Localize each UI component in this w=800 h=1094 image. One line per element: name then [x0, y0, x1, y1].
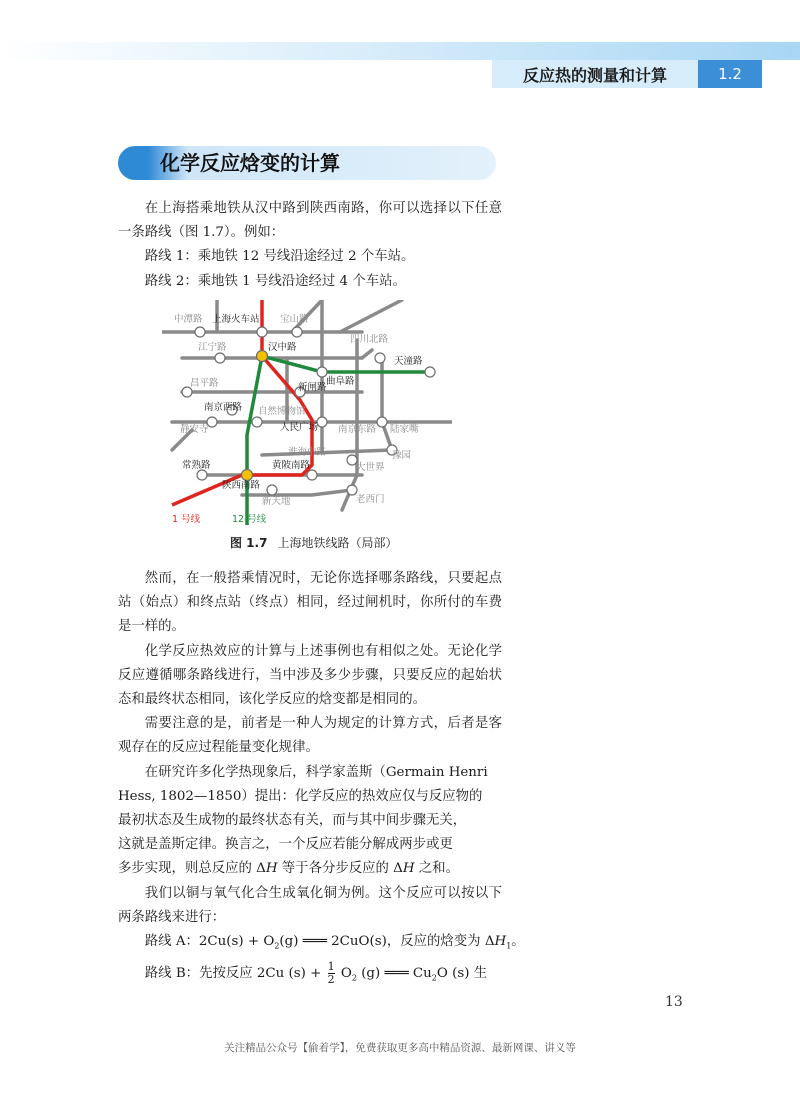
label-changshulu: 常熟路: [182, 460, 211, 471]
body-paragraph-1: 然而，在一般搭乘情况时，无论你选择哪条路线，只要起点站（始点）和终点站（终点）相同，经过闸机时，你所付的车费是一样的。: [118, 571, 502, 635]
station-sichuanbeilu: [375, 353, 385, 363]
label-dashijie: 大世界: [356, 462, 385, 473]
route-1-text: 路线 1：乘地铁 12 号线沿途经过 2 个车站。: [144, 249, 415, 265]
p4-line-3: 最初状态及生成物的最终状态有关，而与其中间步骤无关，: [118, 813, 467, 829]
label-tiantonglu: 天潼路: [394, 356, 423, 367]
body-paragraph-4: [118, 761, 502, 882]
metro-map-svg: [162, 300, 452, 530]
chapter-number: 1.2: [698, 60, 762, 88]
metro-map: [162, 300, 452, 530]
label-shaanxinanlu: 陕西南路: [222, 480, 261, 491]
header-decor-bar: [0, 42, 800, 60]
label-yuyuan: 豫园: [392, 450, 412, 461]
p4-line-4: 这就是盖斯定律。换言之，一个反应若能分解成两步或更: [118, 837, 453, 853]
body-paragraph-2: 化学反应热效应的计算与上述事例也有相似之处。无论化学反应遵循哪条路线进行，当中涉及多少步骤，只要反应的起始状态和最终状态相同，该化学反应的焓变都是相同的。: [118, 643, 502, 708]
label-lujiazui: 陆家嘴: [390, 424, 419, 435]
station-xintiandi: [267, 485, 277, 495]
label-qufulu: 曲阜路: [326, 376, 355, 387]
station-lujiazui: [377, 417, 387, 427]
label-xinzhalu: 新闸路: [298, 382, 327, 393]
page-number: 13: [665, 994, 683, 1010]
grey-line-huaihai: [262, 450, 392, 455]
label-shanghai-station: 上海火车站: [212, 314, 260, 325]
route-a-equation: 路线 A：$2Cu(s) + O_2(g)$ ═══ 2CuO(s)，反应的焓变为 $\Delta H_1$。: [144, 934, 525, 951]
figure-number: 图 1.7: [230, 536, 268, 550]
intro-paragraph: 在上海搭乘地铁从汉中路到陕西南路，你可以选择以下任意一条路线（图 1.7）。例如：: [118, 201, 502, 241]
label-sichuanbeilu: 四川北路: [350, 334, 389, 345]
station-hanzhonglu: [257, 351, 268, 362]
station-zhongtanlu: [195, 327, 205, 337]
chapter-title: 反应热的测量和计算: [492, 60, 698, 88]
station-jiangninglu: [215, 353, 225, 363]
footer-note: 关注精品公众号【偷着学】，免费获取更多高中精品资源、最新网课、讲义等: [224, 1042, 576, 1054]
fraction-half: $\frac{1}{2}$: [327, 959, 335, 986]
p4-line-1: 在研究许多化学热现象后，科学家盖斯（Germain Henri: [144, 764, 488, 780]
label-nanjingdonglu: 南京东路: [338, 424, 377, 435]
label-laoximen: 老西门: [356, 494, 385, 505]
legend-line-12: 12 号线: [232, 514, 267, 525]
body-paragraph-5: 我们以铜与氧气化合生成氧化铜为例。这个反应可以按以下两条路线来进行：: [118, 885, 502, 925]
label-changpinglu: 昌平路: [190, 378, 219, 389]
figure-caption-text: 上海地铁线路（局部）: [277, 536, 398, 550]
p4-line-2: Hess, 1802—1850）提出：化学反应的热效应仅与反应物的: [118, 788, 483, 804]
route-2-text: 路线 2：乘地铁 1 号线沿途经过 4 个车站。: [144, 273, 406, 289]
legend-line-1: 1 号线: [172, 514, 201, 525]
body-block: [118, 567, 525, 991]
section-title: 化学反应焓变的计算: [160, 151, 340, 175]
station-shaanxinanlu: [242, 470, 253, 481]
label-jiangninglu: 江宁路: [198, 342, 227, 353]
label-huangpinanlu: 黄陂南路: [272, 460, 311, 471]
station-huangpinanlu: [307, 470, 317, 480]
station-tiantonglu: [425, 367, 435, 377]
grey-line-northeast: [340, 300, 402, 332]
route-b-equation: 路线 B：先按反应 2Cu (s) + $\frac{1}{2}$ $O_2$ (g) ═══ $Cu_2O$ (s) 生: [144, 959, 488, 986]
station-changshulu: [197, 470, 207, 480]
label-baoshanlu: 宝山路: [280, 314, 309, 325]
label-xintiandi: 新天地: [262, 496, 291, 507]
station-shanghai: [257, 327, 267, 337]
label-jinganshi: 静安寺: [180, 424, 209, 435]
label-nanjingxilu: 南京西路: [204, 402, 243, 413]
station-baoshanlu: [292, 327, 302, 337]
figure-caption: [230, 534, 397, 551]
label-museum: 自然博物馆: [258, 406, 306, 417]
p4-line-5: 多步实现，则总反应的 ΔH 等于各分步反应的 ΔH 之和。: [118, 861, 459, 877]
intro-block: [118, 197, 502, 294]
chapter-header: [492, 60, 762, 88]
label-huaihaizhonglu: 淮海中路: [288, 447, 327, 458]
station-peoples-square: [317, 417, 327, 427]
station-museum: [252, 417, 262, 427]
label-hanzhonglu: 汉中路: [268, 342, 297, 353]
label-zhongtanlu: 中潭路: [174, 314, 203, 325]
label-peoples-square: 人民广场: [280, 422, 319, 433]
body-paragraph-3: 需要注意的是，前者是一种人为规定的计算方式，后者是客观存在的反应过程能量变化规律。: [118, 716, 502, 756]
